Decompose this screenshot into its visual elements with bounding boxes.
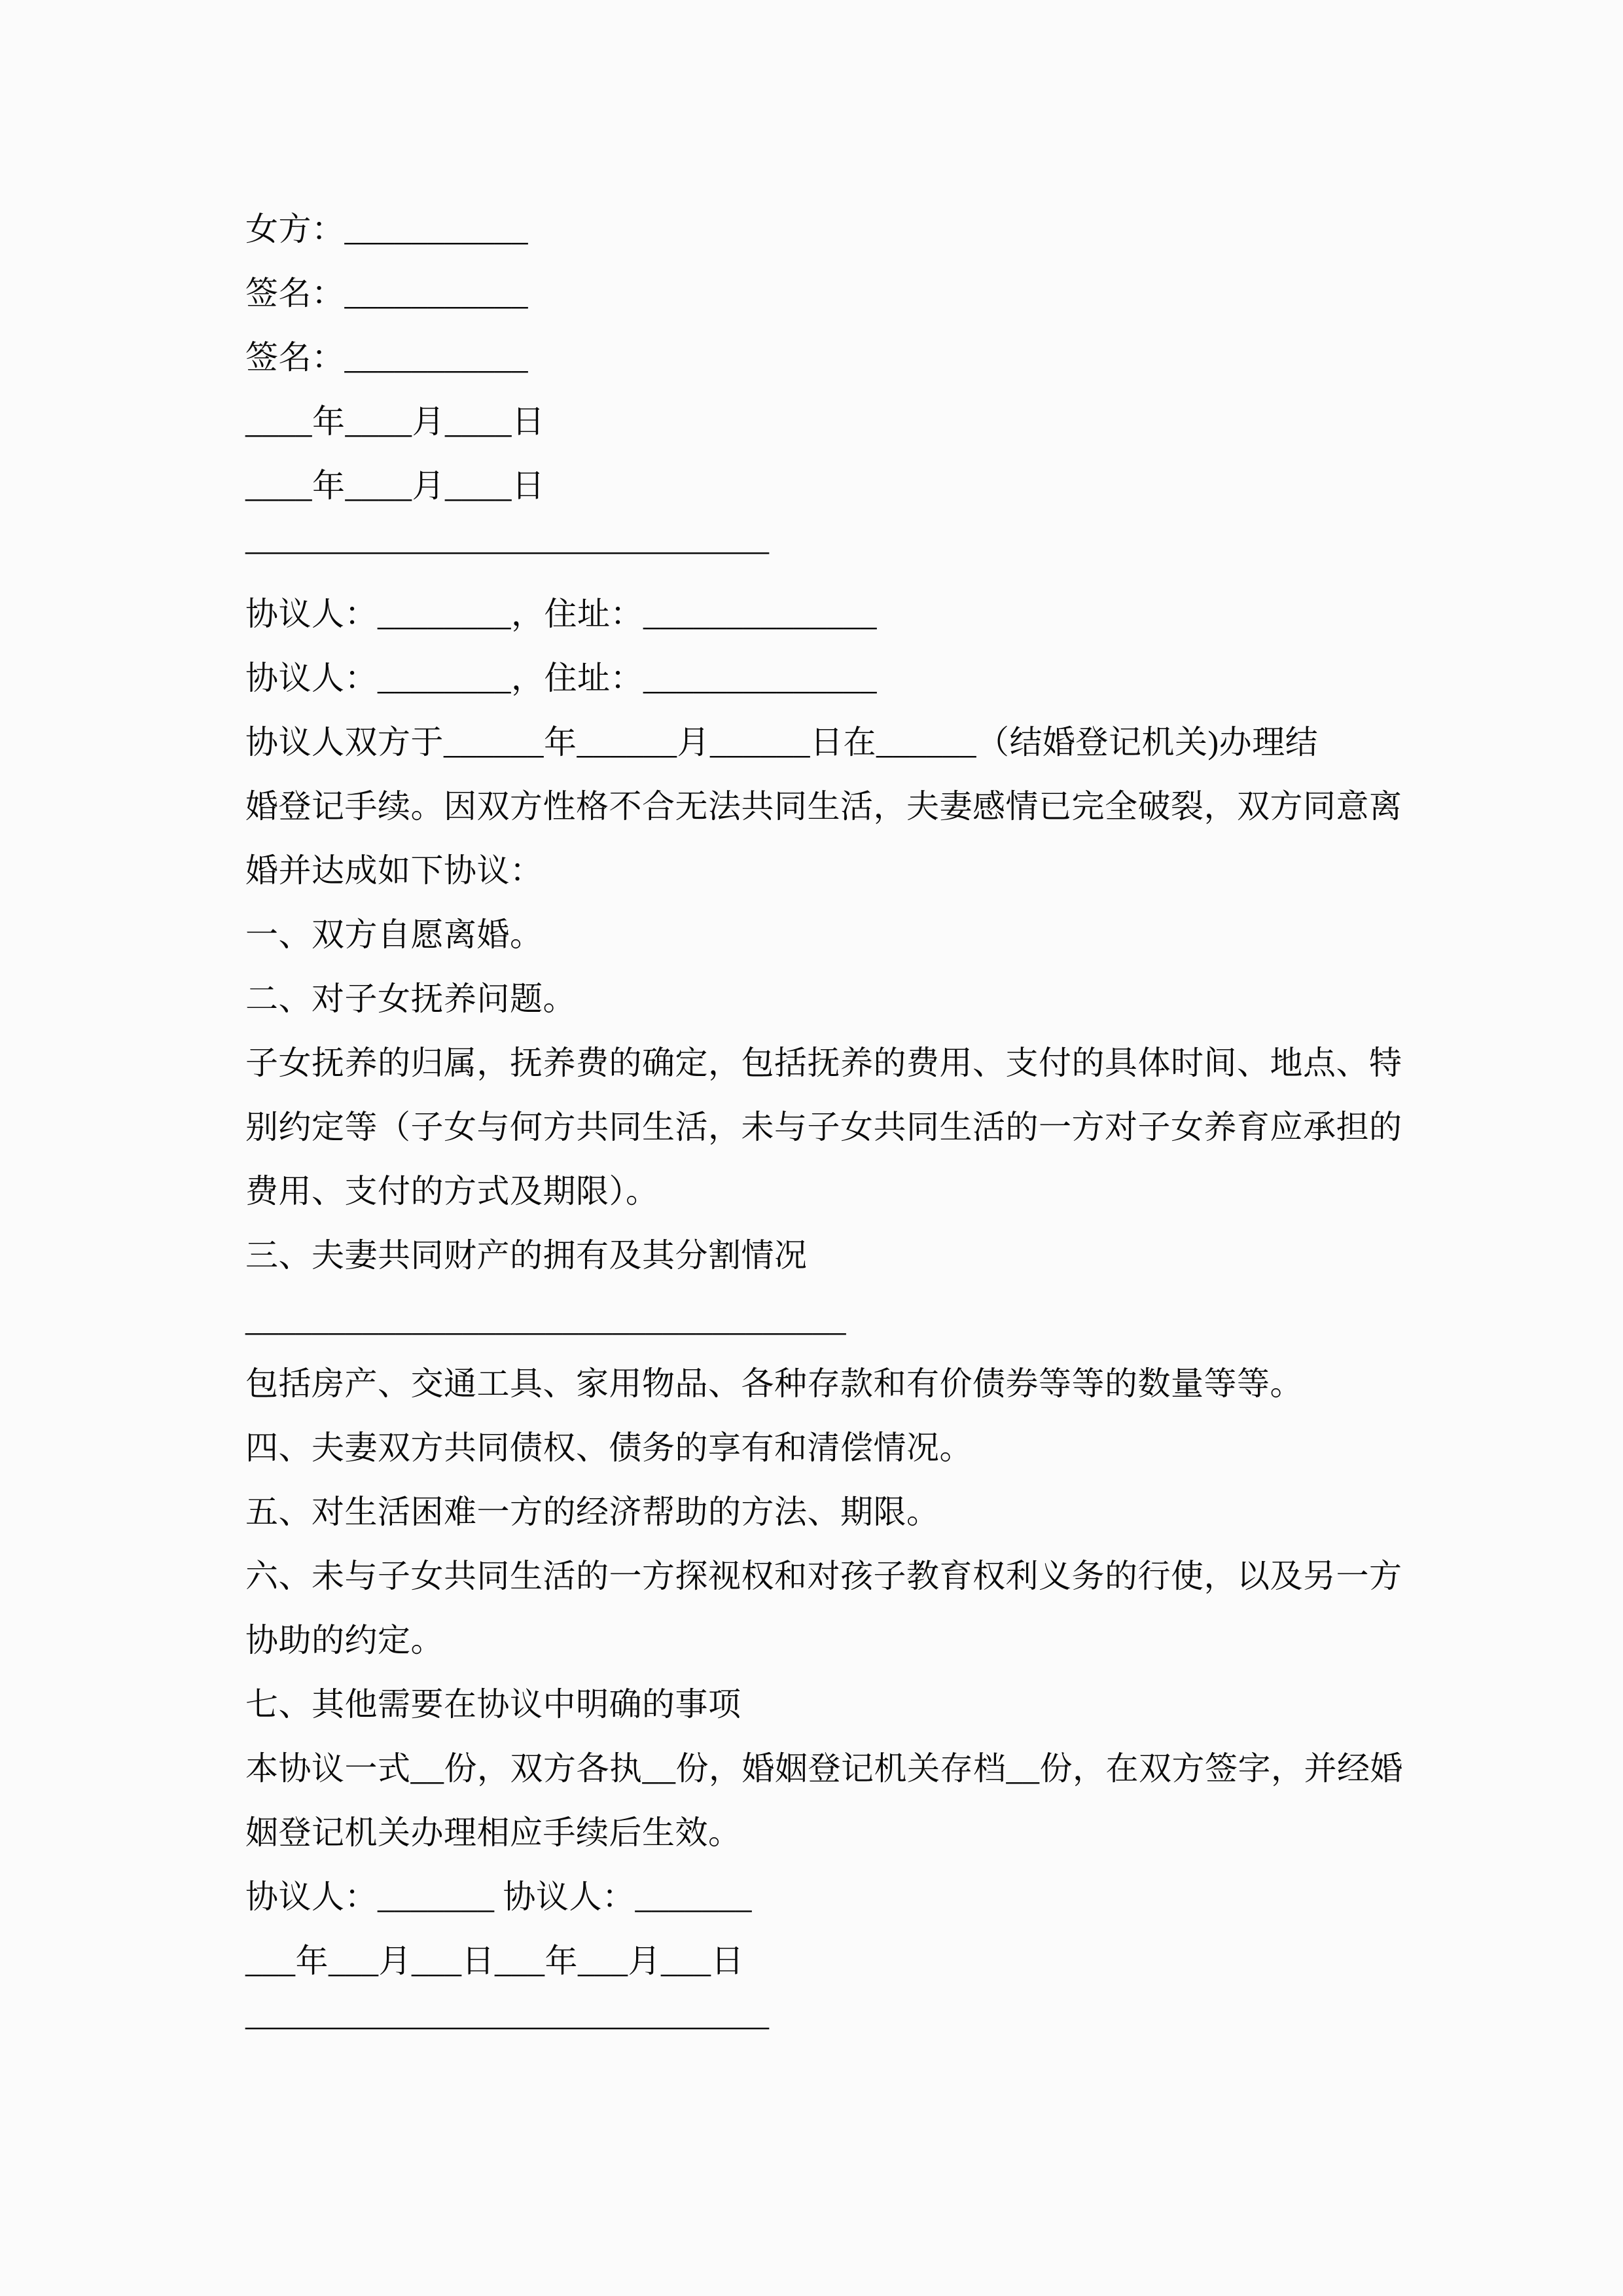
clause-2-line: 二、对子女抚养问题。 [245,980,576,1017]
clause-2-detail-line-1: 子女抚养的归属，抚养费的确定，包括抚养的费用、支付的具体时间、地点、特 [245,1045,1402,1081]
property-blank-line: ____________________________________ [245,1301,846,1338]
separator-line-bottom: ———————————————— [245,2007,769,2043]
date-line-1: ____年____月____日 [245,403,545,440]
intro-line-3: 婚并达成如下协议： [245,852,543,889]
clause-5-line: 五、对生活困难一方的经济帮助的方法、期限。 [245,1494,940,1530]
clause-6-line-1: 六、未与子女共同生活的一方探视权和对孩子教育权利义务的行使，以及另一方 [245,1558,1402,1594]
signature-line-1: 签名：___________ [245,275,528,312]
document-content [245,197,1417,2057]
separator-line-top: ———————————————— [245,531,769,568]
copies-line-1: 本协议一式__份，双方各执__份，婚姻登记机关存档__份，在双方签字，并经婚 [245,1750,1403,1787]
clause-2-detail-line-2: 别约定等（子女与何方共同生活，未与子女共同生活的一方对子女养育应承担的 [245,1109,1402,1145]
clause-1-line: 一、双方自愿离婚。 [245,916,543,953]
signers-line: 协议人：_______ 协议人：_______ [245,1878,752,1915]
party-line-1: 协议人：________，住址：______________ [245,596,877,632]
signature-line-2: 签名：___________ [245,339,528,376]
clause-4-line: 四、夫妻双方共同债权、债务的享有和清偿情况。 [245,1429,972,1466]
clause-7-line: 七、其他需要在协议中明确的事项 [245,1686,741,1723]
final-date-line: ___年___月___日___年___月___日 [245,1943,744,1979]
clause-3-line: 三、夫妻共同财产的拥有及其分割情况 [245,1237,808,1274]
clause-6-line-2: 协助的约定。 [245,1622,444,1659]
intro-line-1: 协议人双方于______年______月______日在______（结婚登记机关)办理结 [245,724,1319,761]
woman-party-line: 女方：___________ [245,211,528,247]
party-line-2: 协议人：________，住址：______________ [245,660,877,696]
clause-2-detail-line-3: 费用、支付的方式及期限）。 [245,1173,659,1210]
intro-line-2: 婚登记手续。因双方性格不合无法共同生活，夫妻感情已完全破裂，双方同意离 [245,788,1402,825]
clause-3-detail-line: 包括房产、交通工具、家用物品、各种存款和有价债券等等的数量等等。 [245,1365,1303,1402]
date-line-2: ____年____月____日 [245,467,545,504]
copies-line-2: 姻登记机关办理相应手续后生效。 [245,1814,741,1851]
